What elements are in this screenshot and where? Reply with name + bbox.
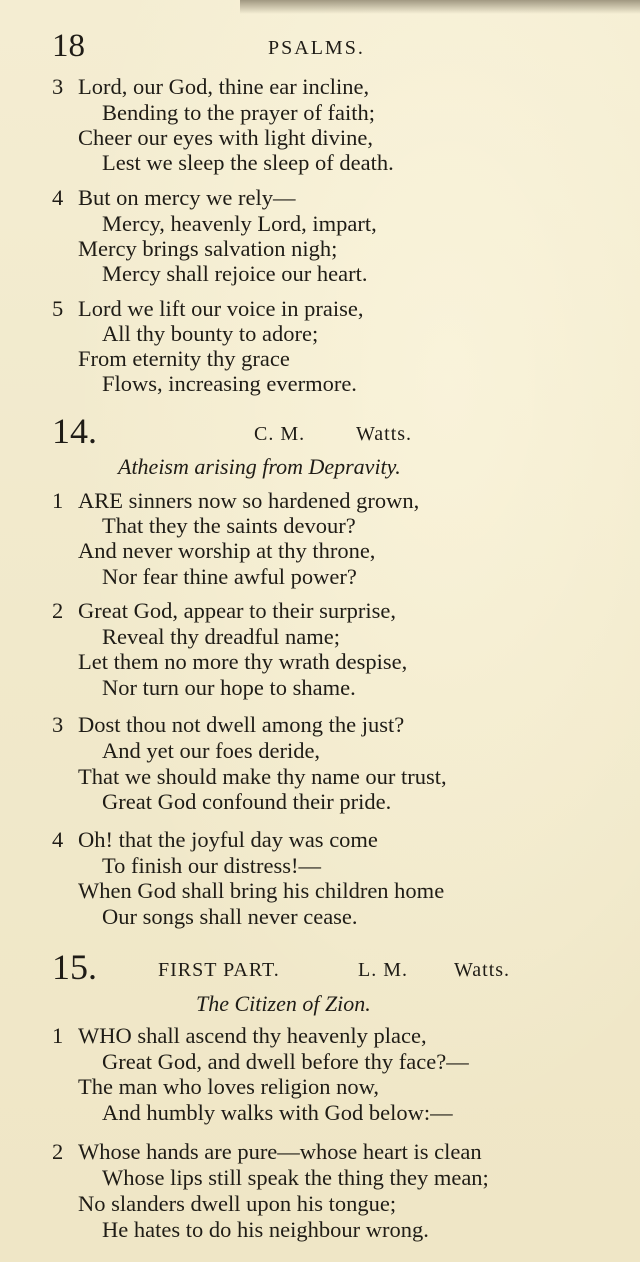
verse-line: When God shall bring his children home [78, 878, 445, 903]
verse-line: Cheer our eyes with light divine, [78, 125, 373, 150]
verse-line: Mercy, heavenly Lord, impart, [102, 211, 377, 236]
page-edge-shadow [240, 0, 640, 14]
verse-line: Nor turn our hope to shame. [102, 675, 356, 700]
verse-line: Oh! that the joyful day was come [78, 827, 378, 852]
verse-line: All thy bounty to adore; [102, 321, 319, 346]
verse-line: Lord, our God, thine ear incline, [78, 74, 370, 99]
verse-line: He hates to do his neighbour wrong. [102, 1217, 429, 1242]
hymn-part: FIRST PART. [158, 959, 280, 981]
verse-number: 2 [52, 598, 64, 623]
verse-line: That we should make thy name our trust, [78, 764, 447, 789]
verse-line: The man who loves religion now, [78, 1074, 379, 1099]
verse-line: Let them no more thy wrath despise, [78, 649, 408, 674]
verse-line: Reveal thy dreadful name; [102, 624, 341, 649]
verse-line: Great God confound their pride. [102, 789, 392, 814]
hymn-number: 14. [52, 411, 97, 451]
verse-line: Mercy brings salvation nigh; [78, 236, 338, 261]
verse-number: 3 [52, 74, 64, 99]
hymn-meter: L. M. [358, 959, 408, 981]
verse-line: Nor fear thine awful power? [102, 564, 357, 589]
verse-line: Mercy shall rejoice our heart. [102, 261, 368, 286]
verse-number: 1 [52, 1023, 64, 1048]
verse-number: 4 [52, 185, 64, 210]
verse-line: And never worship at thy throne, [78, 538, 376, 563]
verse-line: Our songs shall never cease. [102, 904, 358, 929]
verse-line: Lord we lift our voice in praise, [78, 296, 364, 321]
verse-number: 2 [52, 1139, 64, 1164]
hymn-author: Watts. [356, 423, 413, 445]
verse-line: Bending to the prayer of faith; [102, 100, 376, 125]
verse-number: 5 [52, 296, 64, 321]
hymn-subtitle: Atheism arising from Depravity. [118, 454, 401, 479]
verse-line: And humbly walks with God below:— [102, 1100, 453, 1125]
verse-number: 4 [52, 827, 64, 852]
verse-number: 1 [52, 488, 64, 513]
verse-number: 3 [52, 712, 64, 737]
verse-line: To finish our distress!— [102, 853, 322, 878]
verse-line: Whose hands are pure—whose heart is clean [78, 1139, 482, 1164]
verse-line: Whose lips still speak the thing they mean; [102, 1165, 489, 1190]
hymn-number: 15. [52, 947, 97, 987]
page-number: 18 [52, 28, 85, 64]
verse-line: Great God, and dwell before thy face?— [102, 1049, 469, 1074]
page-header [0, 26, 640, 66]
hymn-meter: C. M. [254, 423, 306, 445]
hymn-author: Watts. [454, 959, 511, 981]
verse-line: But on mercy we rely— [78, 185, 296, 210]
verse-line: No slanders dwell upon his tongue; [78, 1191, 397, 1216]
running-title: PSALMS. [268, 37, 365, 59]
verse-line: That they the saints devour? [102, 513, 356, 538]
verse-line: Flows, increasing evermore. [102, 371, 357, 396]
verse-line: WHO shall ascend thy heavenly place, [78, 1023, 427, 1048]
verse-line: ARE sinners now so hardened grown, [78, 488, 420, 513]
verse-line: Great God, appear to their surprise, [78, 598, 397, 623]
verse-line: From eternity thy grace [78, 346, 290, 371]
hymn-subtitle: The Citizen of Zion. [196, 991, 371, 1016]
verse-line: Lest we sleep the sleep of death. [102, 150, 394, 175]
verse-line: Dost thou not dwell among the just? [78, 712, 405, 737]
verse-line: And yet our foes deride, [102, 738, 321, 763]
